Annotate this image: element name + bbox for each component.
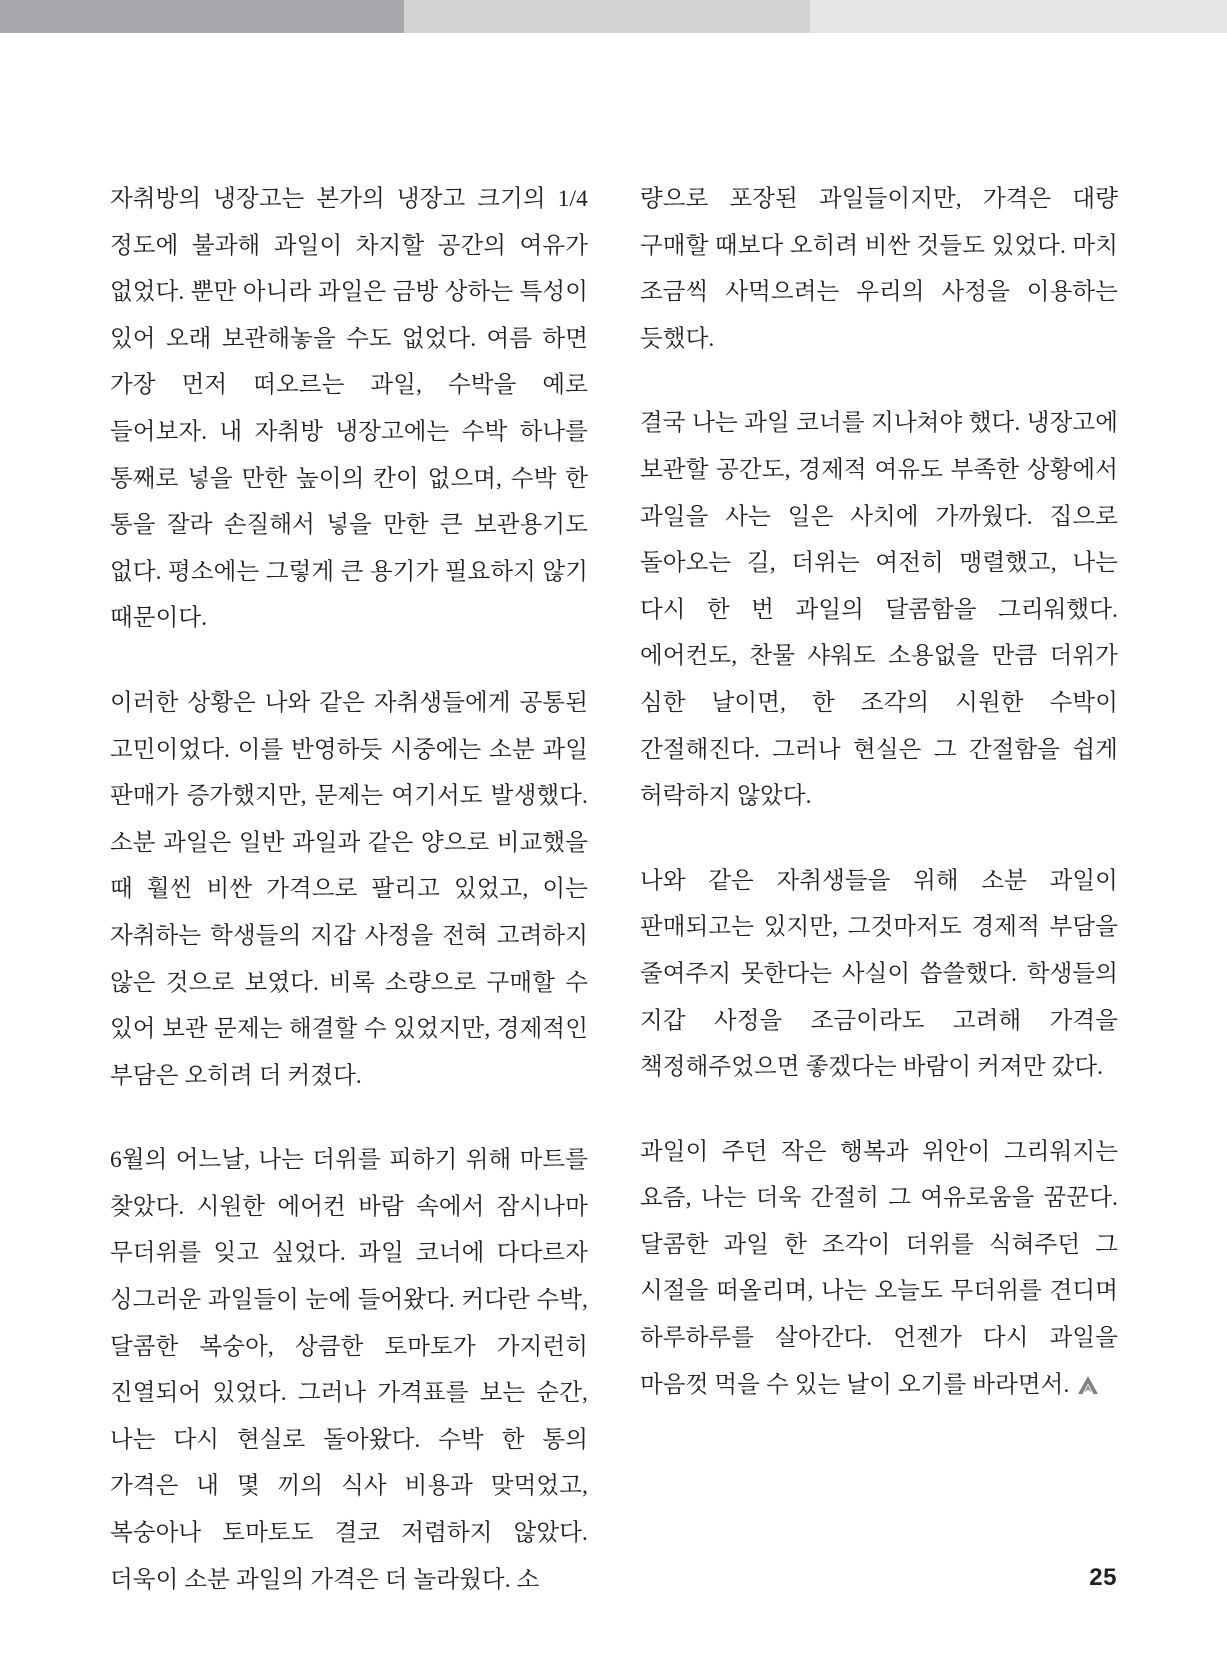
paragraph: 자취방의 냉장고는 본가의 냉장고 크기의 1/4 정도에 불과해 과일이 차지할 공간의 여유가 없었다. 뿐만 아니라 과일은 금방 상하는 특성이 있어 오래 보관해놓을 수도 없었다. 여름 하면 가장 먼저 떠오르는 과일, 수박을 예로 들어보자. 내 자취방 냉장고에는 수박 하나를 통째로 넣을 만한 높이의 칸이 없으며, 수박 한 통을 잘라 손질해서 넣을 만한 큰 보관용기도 없다. 평소에는 그렇게 큰 용기가 필요하지 않기 때문이다.	[110, 186, 588, 632]
paragraph-text: 과일이 주던 작은 행복과 위안이 그리워지는 요즘, 나는 더욱 간절히 그 여유로움을 꿈꾼다. 달콤한 과일 한 조각이 더위를 식혀주던 그 시절을 떠올리며, 나는 오늘도 무더위를 견디며 하루하루를 살아간다. 언젠가 다시 과일을 마음껏 먹을 수 있는 날이 오기를 바라면서.	[640, 1138, 1118, 1398]
paragraph: 결국 나는 과일 코너를 지나쳐야 했다. 냉장고에 보관할 공간도, 경제적 여유도 부족한 상황에서 과일을 사는 일은 사치에 가까웠다. 집으로 돌아오는 길, 더위는 여전히 맹렬했고, 나는 다시 한 번 과일의 달콤함을 그리워했다. 에어컨도, 찬물 샤워도 소용없을 만큼 더위가 심한 날이면, 한 조각의 시원한 수박이 간절해진다. 그러나 현실은 그 간절함을 쉽게 허락하지 않았다.	[640, 410, 1118, 810]
article-body	[110, 176, 1118, 1603]
right-text-column	[640, 176, 1118, 1603]
left-text-column	[110, 176, 588, 1603]
paragraph: 량으로 포장된 과일들이지만, 가격은 대량 구매할 때보다 오히려 비싼 것들도 있었다. 마치 조금씩 사먹으려는 우리의 사정을 이용하는 듯했다.	[640, 186, 1118, 352]
paragraph: 6월의 어느날, 나는 더위를 피하기 위해 마트를 찾았다. 시원한 에어컨 바람 속에서 잠시나마 무더위를 잊고 싶었다. 과일 코너에 다다르자 싱그러운 과일들이 눈에 들어왔다. 커다란 수박, 달콤한 복숭아, 상큼한 토마토가 가지런히 진열되어 있었다. 그러나 가격표를 보는 순간, 나는 다시 현실로 돌아왔다. 수박 한 통의 가격은 내 몇 끼의 식사 비용과 맞먹었고, 복숭아나 토마토도 결코 저렴하지 않았다. 더욱이 소분 과일의 가격은 더 놀라웠다. 소	[110, 1147, 588, 1593]
header-band-dark	[0, 0, 404, 33]
header-band-light	[810, 0, 1227, 33]
mountain-endmark-icon	[1077, 1375, 1099, 1395]
paragraph	[640, 1129, 1118, 1409]
paragraph: 나와 같은 자취생들을 위해 소분 과일이 판매되고는 있지만, 그것마저도 경제적 부담을 줄여주지 못한다는 사실이 씁쓸했다. 학생들의 지갑 사정을 조금이라도 고려해 가격을 책정해주었으면 좋겠다는 바람이 커져만 갔다.	[640, 867, 1118, 1081]
header-color-bands	[0, 0, 1227, 33]
page-number: 25	[1089, 1564, 1117, 1591]
paragraph: 이러한 상황은 나와 같은 자취생들에게 공통된 고민이었다. 이를 반영하듯 시중에는 소분 과일 판매가 증가했지만, 문제는 여기서도 발생했다. 소분 과일은 일반 과일과 같은 양으로 비교했을 때 훨씬 비싼 가격으로 팔리고 있었고, 이는 자취하는 학생들의 지갑 사정을 전혀 고려하지 않은 것으로 보였다. 비록 소량으로 구매할 수 있어 보관 문제는 해결할 수 있었지만, 경제적인 부담은 오히려 더 커졌다.	[110, 689, 588, 1089]
header-band-mid	[404, 0, 810, 33]
